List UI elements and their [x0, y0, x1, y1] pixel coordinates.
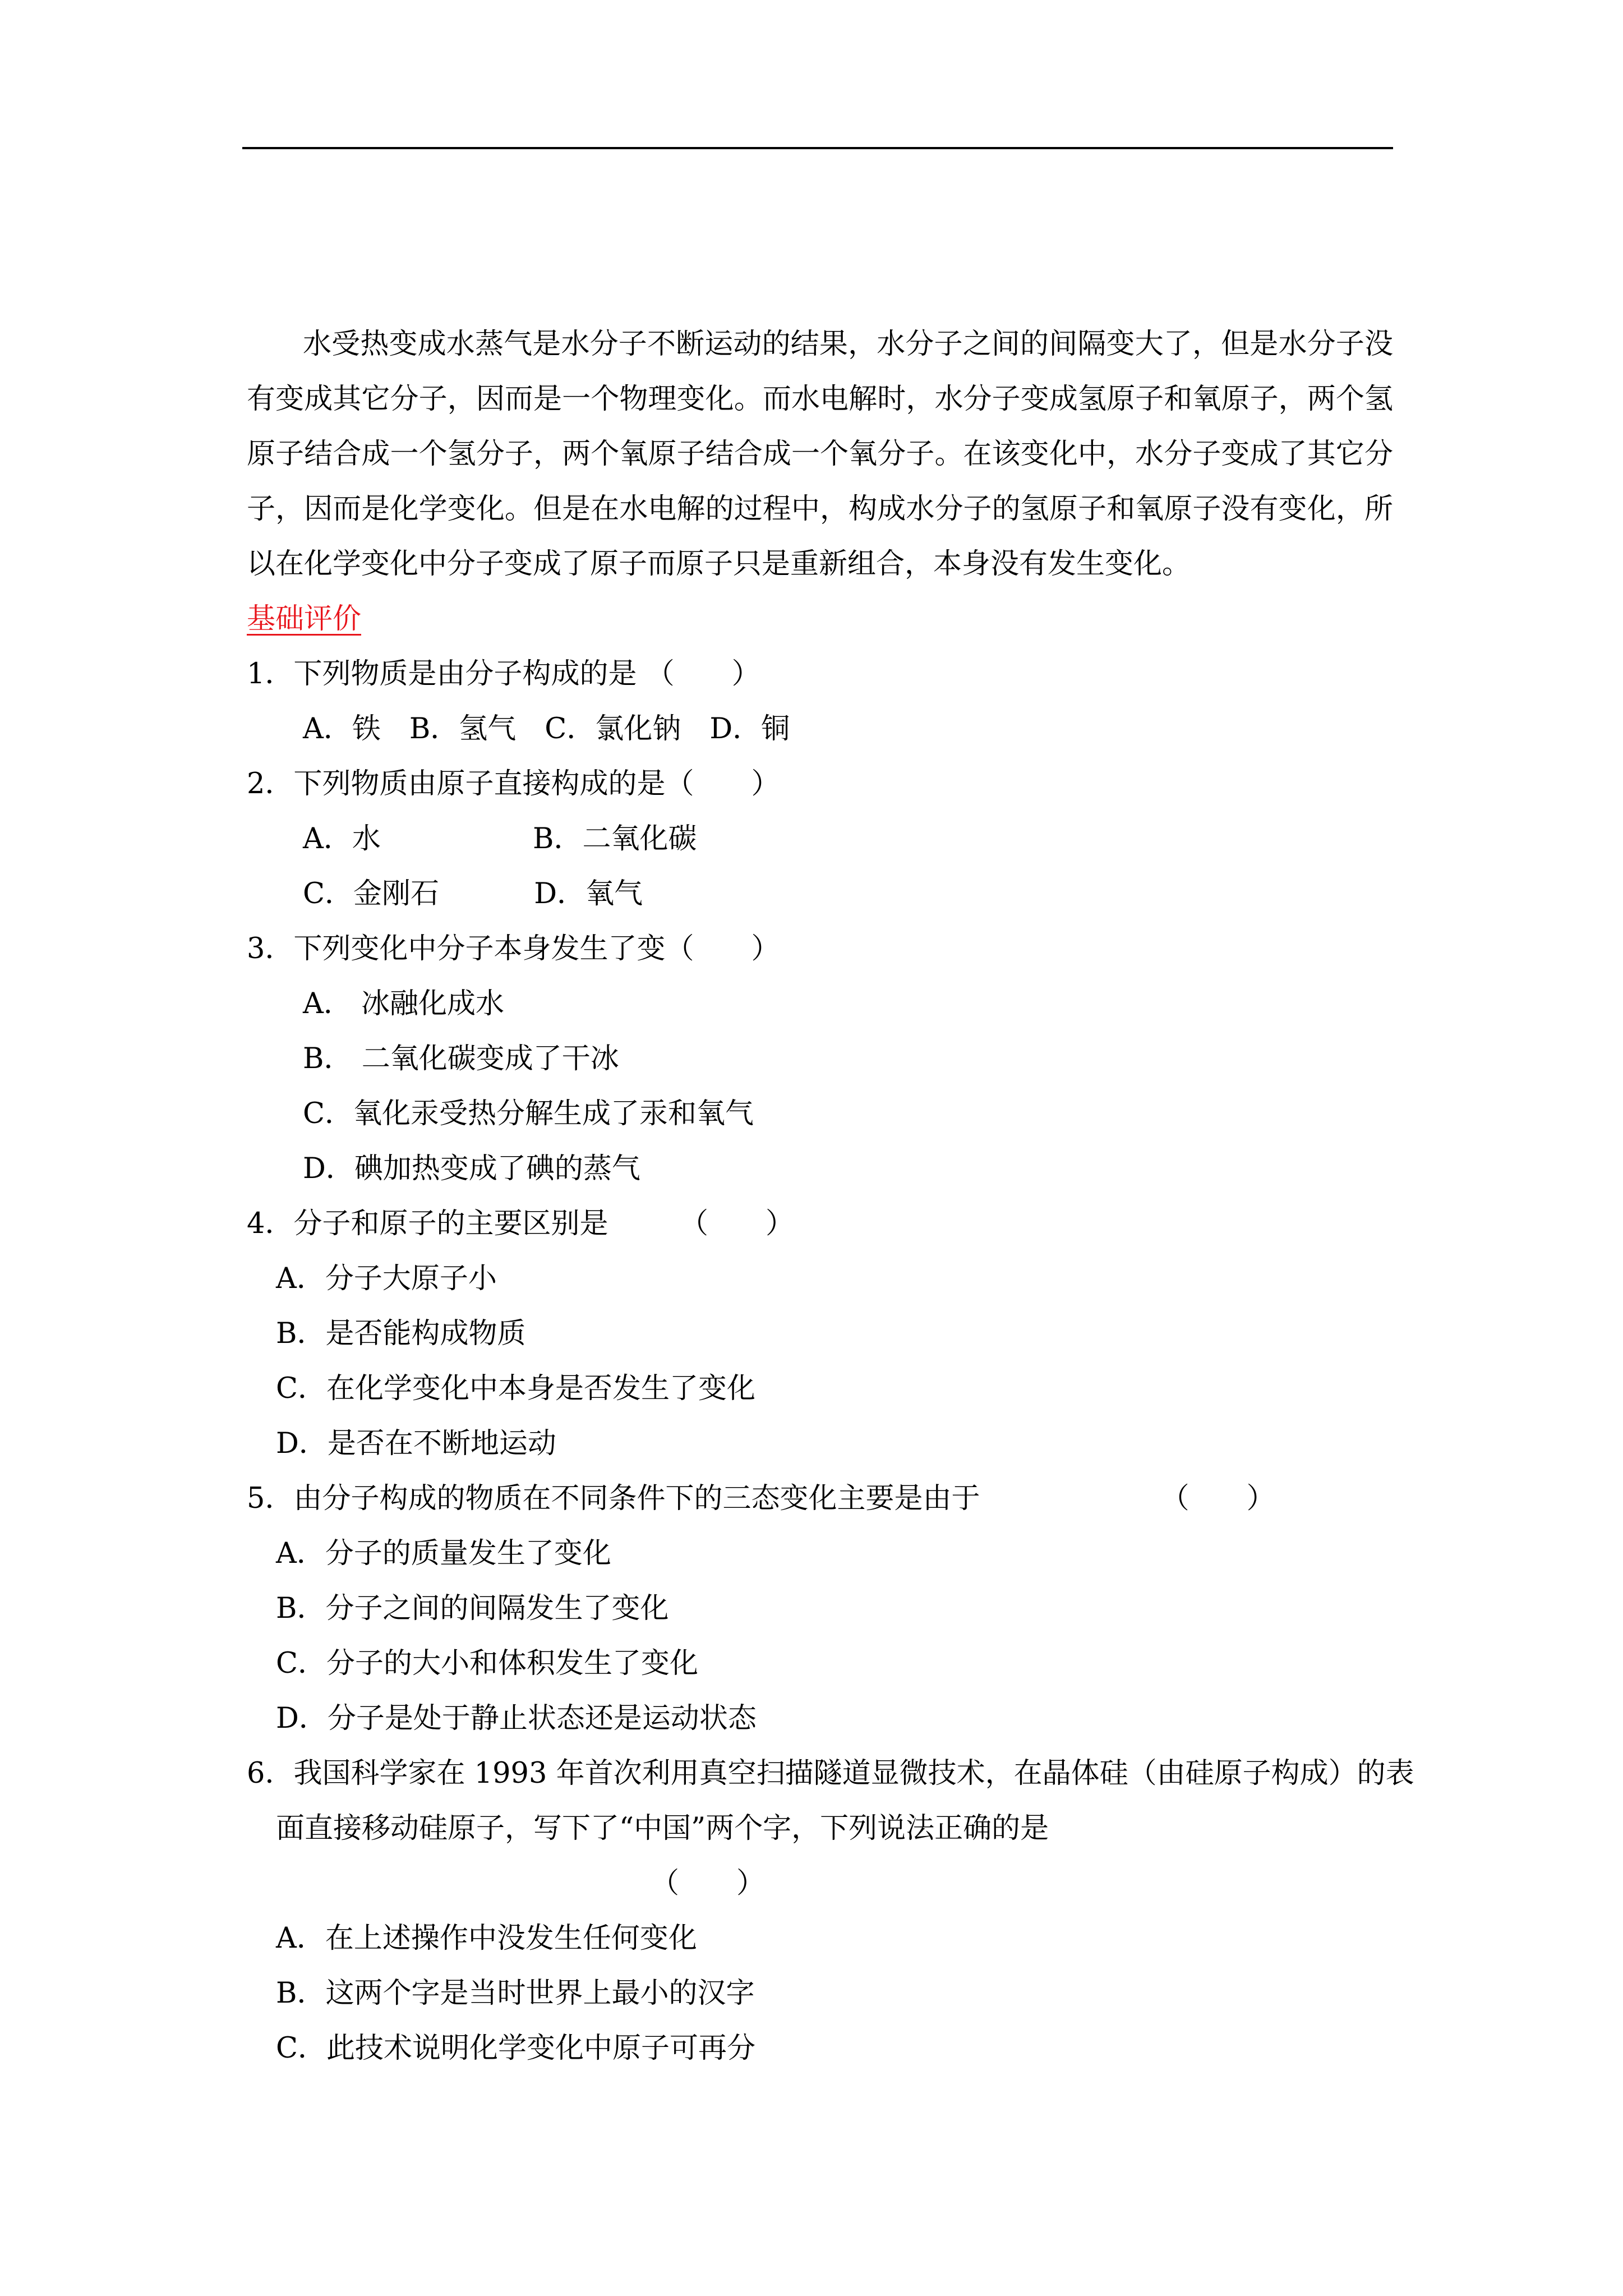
q2-options-row2: C．金刚石 D．氧气 — [303, 877, 643, 910]
q4-stem: 4．分子和原子的主要区别是 （ ） — [247, 1207, 794, 1240]
q1-stem: 1．下列物质是由分子构成的是 （ ） — [247, 657, 760, 691]
q5-option-b: B．分子之间的间隔发生了变化 — [276, 1592, 669, 1625]
q6-stem-line1: 6．我国科学家在 1993 年首次利用真空扫描隧道显微技术，在晶体硅（由硅原子构成）的表 — [247, 1757, 1414, 1790]
q2-options-row1: A．水 B．二氧化碳 — [303, 822, 697, 855]
q6-option-b: B．这两个字是当时世界上最小的汉字 — [276, 1977, 755, 2010]
q4-option-c: C．在化学变化中本身是否发生了变化 — [276, 1372, 756, 1405]
document-body — [247, 317, 1414, 2076]
q6-option-c: C．此技术说明化学变化中原子可再分 — [276, 2032, 756, 2065]
q1-options: A．铁 B．氢气 C．氯化钠 D．铜 — [303, 712, 790, 746]
q3-option-a: A． 冰融化成水 — [303, 987, 505, 1020]
section-title-basic-evaluation: 基础评价 — [247, 602, 362, 636]
q4-option-a: A．分子大原子小 — [276, 1262, 497, 1295]
q3-option-d: D．碘加热变成了碘的蒸气 — [303, 1152, 640, 1185]
q6-option-a: A．在上述操作中没发生任何变化 — [276, 1922, 697, 1955]
q2-stem: 2．下列物质由原子直接构成的是（ ） — [247, 767, 780, 800]
intro-paragraph: 水受热变成水蒸气是水分子不断运动的结果，水分子之间的间隔变大了，但是水分子没有变成其它分子，因而是一个物理变化。而水电解时，水分子变成氢原子和氧原子，两个氢原子结合成一个氢分子，两个氧原子结合成一个氧分子。在该变化中，水分子变成了其它分子，因而是化学变化。但是在水电解的过程中，构成水分子的氢原子和氧原子没有变化，所以在化学变化中分子变成了原子而原子只是重新组合，本身没有发生变化。 — [247, 328, 1393, 581]
q5-option-c: C．分子的大小和体积发生了变化 — [276, 1647, 699, 1680]
q5-stem: 5．由分子构成的物质在不同条件下的三态变化主要是由于 （ ） — [247, 1482, 1275, 1515]
header-rule — [242, 147, 1393, 149]
q5-option-a: A．分子的质量发生了变化 — [276, 1537, 611, 1570]
q6-stem-line2: 面直接移动硅原子，写下了“中国”两个字，下列说法正确的是 — [276, 1812, 1049, 1845]
q6-answer-paren: （ ） — [651, 1867, 766, 1900]
q3-option-c: C．氧化汞受热分解生成了汞和氧气 — [303, 1097, 754, 1130]
q5-option-d: D．分子是处于静止状态还是运动状态 — [276, 1702, 757, 1735]
q4-option-d: D．是否在不断地运动 — [276, 1427, 556, 1460]
q3-option-b: B． 二氧化碳变成了干冰 — [303, 1042, 619, 1075]
q3-stem: 3．下列变化中分子本身发生了变（ ） — [247, 932, 780, 965]
q4-option-b: B．是否能构成物质 — [276, 1317, 526, 1350]
